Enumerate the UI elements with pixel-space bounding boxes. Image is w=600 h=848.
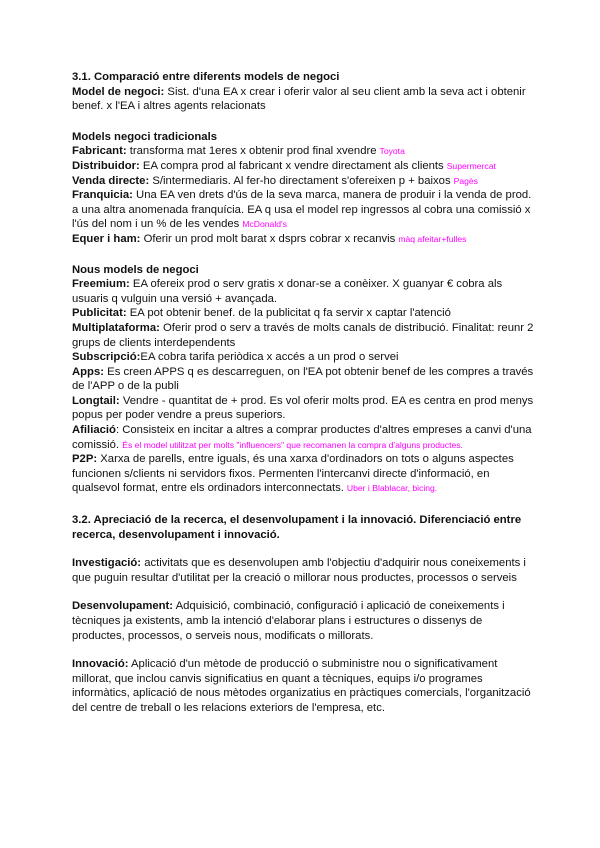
term-text: Adquisició, combinació, configuració i aplicació de coneixements i tècniques ja existents, amb la intenció d'elaborar plans i estructures o dissenys de productes, processos, o serveis nous, modificats o millorats. [72, 600, 505, 642]
term-text: activitats que es desenvolupen amb l'objectiu d'adquirir nous coneixements i que puguin resultar d'utilitat per la creació o millorar nous productes, processos o serveis [72, 557, 526, 584]
example-note: Toyota [379, 146, 405, 157]
model-text: Oferir prod o serv a través de molts canals de distribució. Finalitat: reunr 2 grups de clients interdependents [72, 321, 534, 349]
model-label: Apps: [72, 365, 105, 378]
model-item-publicitat [72, 306, 534, 321]
model-label: Afiliació [72, 424, 116, 437]
example-note: Pagès [453, 175, 478, 186]
term-label: Desenvolupament: [72, 600, 174, 613]
model-item-apps [72, 365, 534, 394]
example-note: McDonald's [242, 219, 287, 230]
definition-label: Model de negoci: [72, 85, 165, 98]
model-label: Subscripció: [72, 351, 141, 364]
model-label: Longtail: [72, 394, 120, 407]
model-label: P2P: [72, 453, 98, 466]
model-text: Xarxa de parells, entre iguals, és una xarxa d'ordinadors on tots o alguns aspectes funcionen s/clients ni servidors fixos. Permenten l'intercanvi directe d'informació, en qualsevol format, entre els ordinadors interconnectats. [72, 453, 514, 495]
document-body [72, 70, 534, 716]
model-label: Venda directe: [72, 174, 150, 187]
example-note: Supermercat [446, 160, 496, 171]
term-label: Innovació: [72, 658, 129, 671]
model-text: S/intermediaris. Al fer-ho directament s'ofereixen p + baixos [152, 174, 451, 187]
model-label: Fabricant: [72, 145, 127, 158]
model-text: Una EA ven drets d'ús de la seva marca, manera de produir i la venda de prod. a una altra anomenada franquícia. EA q usa el model rep ingressos al cobra una comissió x l'ús del nom i un % de les vendes [72, 189, 532, 231]
model-label: Freemium: [72, 278, 130, 291]
model-text: transforma mat 1eres x obtenir prod final xvendre [129, 145, 377, 158]
model-item-freemium [72, 277, 534, 306]
new-models-heading: Nous models de negoci [72, 263, 199, 276]
section-3-2-heading: 3.2. Apreciació de la recerca, el desenvolupament i la innovació. Diferenciació entre recerca, desenvolupament i innovació. [72, 514, 522, 541]
model-label: Equer i ham: [72, 232, 141, 245]
model-label: Distribuidor: [72, 159, 140, 172]
model-text: Vendre - quantitat de + prod. Es vol oferir molts prod. EA es centra en prod menys popus per poder vendre a preus superiors. [72, 394, 534, 422]
model-label: Franquicia: [72, 189, 133, 202]
model-text: Es creen APPS q es descarreguen, on l'EA pot obtenir benef de les compres a través de l'APP o de la publi [72, 365, 534, 393]
business-model-definition [72, 85, 534, 114]
model-item-multiplataforma [72, 321, 534, 350]
model-item-equer-i-ham [72, 232, 534, 247]
model-text: EA compra prod al fabricant x vendre directament als clients [142, 159, 444, 172]
model-text: : Consisteix en incitar a altres a comprar productes d'altres empreses a canvi d'una comissió. [72, 424, 532, 451]
model-item-venda-directe [72, 174, 534, 189]
model-item-longtail [72, 394, 534, 423]
example-note: Uber i Blablacar, bicing. [346, 483, 438, 494]
model-label: Multiplataforma: [72, 321, 160, 334]
definition-text: Sist. d'una EA x crear i oferir valor al seu client amb la seva act i obtenir benef. x l'EA i altres agents relacionats [72, 85, 526, 113]
model-label: Publicitat: [72, 307, 127, 320]
model-item-fabricant [72, 144, 534, 159]
model-text: EA ofereix prod o serv gratis x donar-se a conèixer. X guanyar € cobra als usuaris q vulguin una versió + avançada. [72, 278, 503, 305]
model-item-afiliacio [72, 423, 534, 452]
section-3-1-heading: 3.1. Comparació entre diferents models de negoci [72, 71, 340, 83]
model-text: EA pot obtenir benef. de la publicitat q fa servir x captar l'atenció [129, 307, 451, 320]
definition-innovacio [72, 657, 534, 715]
model-text: Oferir un prod molt barat x dsprs cobrar x recanvis [143, 232, 396, 245]
model-item-p2p [72, 452, 534, 496]
traditional-models-heading: Models negoci tradicionals [72, 130, 218, 143]
term-label: Investigació: [72, 557, 142, 570]
model-text: EA cobra tarifa periòdica x accés a un prod o servei [140, 351, 399, 364]
definition-desenvolupament [72, 599, 534, 643]
model-item-franquicia [72, 188, 534, 232]
model-item-distribuidor [72, 159, 534, 174]
definition-investigacio [72, 556, 534, 585]
model-item-subscripcio [72, 350, 534, 365]
term-text: Aplicació d'un mètode de producció o subministre nou o significativament millorat, que inclou canvis significatius en quant a tècniques, equips i/o programes informàtics, aplicació de nous mètodes organizatius en pràctiques comercials, l'organització del centre de treball o les relacions exteriors de l'empresa, etc. [72, 658, 531, 714]
example-note: màq afeitar+fulles [398, 233, 467, 244]
example-note: És el model utilitzat per molts "influencers" que recomanen la compra d'alguns productes. [122, 439, 463, 450]
